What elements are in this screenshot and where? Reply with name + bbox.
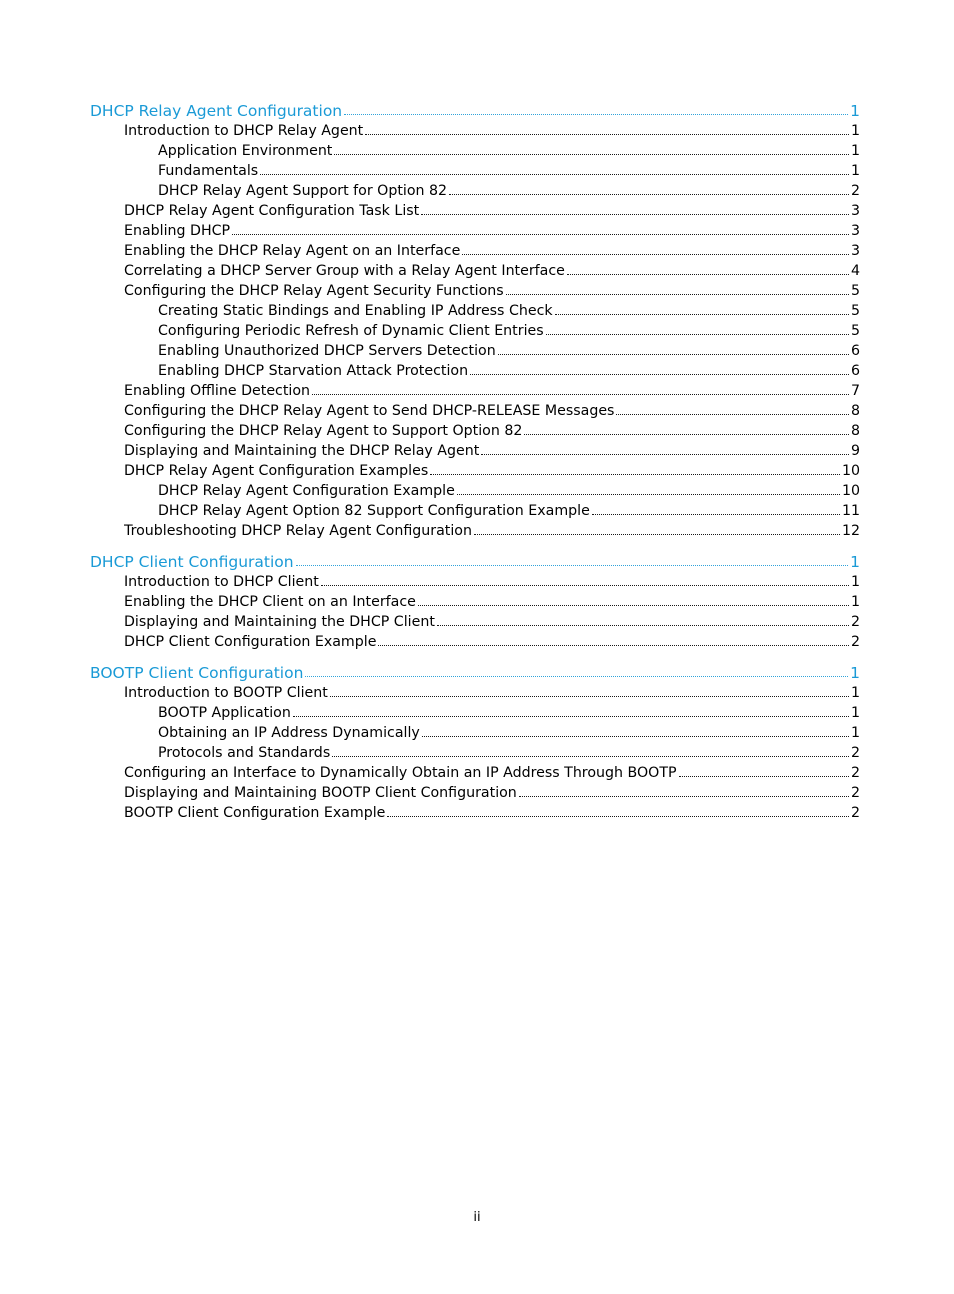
- toc-entry-title: DHCP Relay Agent Configuration Task List: [124, 203, 420, 219]
- dot-leader: [519, 796, 849, 797]
- toc-entry-title: DHCP Client Configuration Example: [124, 634, 377, 650]
- toc-entry-dhcp-client-configuration-example[interactable]: [90, 632, 860, 652]
- dot-leader: [457, 494, 840, 495]
- toc-entry-title: Configuring the DHCP Relay Agent to Support Option 82: [124, 423, 523, 439]
- dot-leader: [498, 354, 849, 355]
- toc-entry-title: Troubleshooting DHCP Relay Agent Configuration: [124, 523, 472, 539]
- toc-entry-page-number: 5: [850, 283, 860, 299]
- toc-entry-title: DHCP Client Configuration: [90, 553, 294, 571]
- toc-entry-page-number: 1: [850, 705, 860, 721]
- dot-leader: [616, 414, 849, 415]
- toc-entry-page-number: 7: [850, 383, 860, 399]
- toc-entry-page-number: 1: [850, 102, 860, 120]
- toc-entry-page-number: 6: [850, 343, 860, 359]
- page-number: ii: [473, 1210, 481, 1225]
- toc-entry-title: Displaying and Maintaining BOOTP Client Configuration: [124, 785, 517, 801]
- toc-entry-configuring-an-interface-to-dynamically-obtain-an-ip-address-through-bootp[interactable]: [90, 763, 860, 783]
- toc-entry-page-number: 5: [850, 323, 860, 339]
- toc-entry-page-number: 4: [850, 263, 860, 279]
- dot-leader: [524, 434, 849, 435]
- toc-entry-title: Displaying and Maintaining the DHCP Relay Agent: [124, 443, 480, 459]
- table-of-contents: [90, 100, 860, 823]
- toc-entry-enabling-offline-detection[interactable]: [90, 381, 860, 401]
- toc-entry-title: Protocols and Standards: [158, 745, 331, 761]
- toc-entry-page-number: 6: [850, 363, 860, 379]
- toc-entry-page-number: 3: [850, 243, 860, 259]
- dot-leader: [481, 454, 849, 455]
- toc-entry-dhcp-relay-agent-option-82-support-configuration-example[interactable]: [90, 501, 860, 521]
- toc-entry-page-number: 8: [850, 423, 860, 439]
- toc-entry-page-number: 1: [850, 685, 860, 701]
- toc-entry-title: DHCP Relay Agent Configuration: [90, 102, 343, 120]
- toc-entry-title: BOOTP Application: [158, 705, 291, 721]
- toc-entry-page-number: 2: [850, 805, 860, 821]
- dot-leader: [232, 234, 849, 235]
- dot-leader: [546, 334, 849, 335]
- toc-entry-page-number: 3: [850, 203, 860, 219]
- toc-entry-title: Introduction to DHCP Relay Agent: [124, 123, 364, 139]
- toc-entry-title: Correlating a DHCP Server Group with a Relay Agent Interface: [124, 263, 565, 279]
- toc-entry-dhcp-relay-agent-support-for-option-82[interactable]: [90, 181, 860, 201]
- toc-entry-dhcp-relay-agent-configuration-task-list[interactable]: [90, 201, 860, 221]
- toc-chapter-dhcp-client-configuration[interactable]: [90, 551, 860, 572]
- dot-leader: [462, 254, 849, 255]
- dot-leader: [387, 816, 849, 817]
- toc-entry-enabling-unauthorized-dhcp-servers-detection[interactable]: [90, 341, 860, 361]
- toc-entry-configuring-the-dhcp-relay-agent-to-send-dhcp-release-messages[interactable]: [90, 401, 860, 421]
- toc-entry-protocols-and-standards[interactable]: [90, 743, 860, 763]
- toc-entry-page-number: 10: [841, 483, 860, 499]
- toc-entry-correlating-a-dhcp-server-group-with-a-relay-agent-interface[interactable]: [90, 261, 860, 281]
- toc-entry-title: Enabling DHCP: [124, 223, 231, 239]
- dot-leader: [449, 194, 849, 195]
- dot-leader: [305, 676, 848, 677]
- dot-leader: [555, 314, 849, 315]
- dot-leader: [365, 134, 849, 135]
- toc-entry-application-environment[interactable]: [90, 141, 860, 161]
- dot-leader: [296, 565, 849, 566]
- toc-entry-title: DHCP Relay Agent Configuration Examples: [124, 463, 429, 479]
- dot-leader: [592, 514, 840, 515]
- toc-entry-page-number: 1: [850, 163, 860, 179]
- dot-leader: [506, 294, 849, 295]
- dot-leader: [418, 605, 849, 606]
- toc-entry-page-number: 5: [850, 303, 860, 319]
- dot-leader: [378, 645, 849, 646]
- toc-entry-page-number: 2: [850, 183, 860, 199]
- toc-entry-page-number: 2: [850, 765, 860, 781]
- toc-entry-title: Application Environment: [158, 143, 333, 159]
- dot-leader: [567, 274, 849, 275]
- toc-entry-page-number: 8: [850, 403, 860, 419]
- toc-entry-page-number: 1: [850, 553, 860, 571]
- toc-entry-dhcp-relay-agent-configuration-examples[interactable]: [90, 461, 860, 481]
- dot-leader: [330, 696, 849, 697]
- toc-entry-page-number: 12: [841, 523, 860, 539]
- toc-entry-title: Configuring the DHCP Relay Agent Security Functions: [124, 283, 504, 299]
- toc-entry-title: Introduction to BOOTP Client: [124, 685, 328, 701]
- toc-entry-title: Enabling Unauthorized DHCP Servers Detection: [158, 343, 496, 359]
- toc-entry-page-number: 1: [850, 664, 860, 682]
- toc-entry-page-number: 1: [850, 143, 860, 159]
- toc-entry-page-number: 2: [850, 614, 860, 630]
- toc-section-dhcp-relay-agent-configuration: [90, 100, 860, 541]
- dot-leader: [421, 214, 849, 215]
- dot-leader: [260, 174, 849, 175]
- toc-entry-title: Enabling Offline Detection: [124, 383, 311, 399]
- toc-entry-title: Enabling DHCP Starvation Attack Protection: [158, 363, 469, 379]
- toc-entry-configuring-the-dhcp-relay-agent-to-support-option-82[interactable]: [90, 421, 860, 441]
- toc-entry-page-number: 1: [850, 123, 860, 139]
- toc-entry-title: DHCP Relay Agent Configuration Example: [158, 483, 455, 499]
- toc-entry-enabling-the-dhcp-relay-agent-on-an-interface[interactable]: [90, 241, 860, 261]
- toc-entry-page-number: 1: [850, 594, 860, 610]
- toc-entry-page-number: 1: [850, 725, 860, 741]
- toc-entry-title: Enabling the DHCP Relay Agent on an Interface: [124, 243, 461, 259]
- toc-entry-enabling-dhcp[interactable]: [90, 221, 860, 241]
- dot-leader: [474, 534, 840, 535]
- toc-entry-page-number: 3: [850, 223, 860, 239]
- dot-leader: [334, 154, 849, 155]
- toc-entry-title: BOOTP Client Configuration: [90, 664, 304, 682]
- toc-entry-title: Configuring an Interface to Dynamically Obtain an IP Address Through BOOTP: [124, 765, 677, 781]
- toc-entry-page-number: 2: [850, 745, 860, 761]
- toc-entry-title: Configuring the DHCP Relay Agent to Send DHCP-RELEASE Messages: [124, 403, 615, 419]
- toc-entry-title: Fundamentals: [158, 163, 259, 179]
- toc-entry-configuring-periodic-refresh-of-dynamic-client-entries[interactable]: [90, 321, 860, 341]
- toc-entry-obtaining-an-ip-address-dynamically[interactable]: [90, 723, 860, 743]
- toc-entry-page-number: 10: [841, 463, 860, 479]
- toc-entry-enabling-the-dhcp-client-on-an-interface[interactable]: [90, 592, 860, 612]
- dot-leader: [312, 394, 849, 395]
- dot-leader: [293, 716, 849, 717]
- toc-entry-creating-static-bindings-and-enabling-ip-address-check[interactable]: [90, 301, 860, 321]
- toc-entry-bootp-application[interactable]: [90, 703, 860, 723]
- toc-entry-title: Obtaining an IP Address Dynamically: [158, 725, 420, 741]
- toc-entry-page-number: 1: [850, 574, 860, 590]
- toc-chapter-bootp-client-configuration[interactable]: [90, 662, 860, 683]
- toc-entry-fundamentals[interactable]: [90, 161, 860, 181]
- dot-leader: [437, 625, 849, 626]
- toc-entry-title: DHCP Relay Agent Option 82 Support Configuration Example: [158, 503, 590, 519]
- toc-entry-displaying-and-maintaining-the-dhcp-client[interactable]: [90, 612, 860, 632]
- toc-entry-page-number: 2: [850, 785, 860, 801]
- toc-entry-title: BOOTP Client Configuration Example: [124, 805, 386, 821]
- toc-entry-enabling-dhcp-starvation-attack-protection[interactable]: [90, 361, 860, 381]
- dot-leader: [679, 776, 849, 777]
- toc-chapter-dhcp-relay-agent-configuration[interactable]: [90, 100, 860, 121]
- toc-entry-title: DHCP Relay Agent Support for Option 82: [158, 183, 448, 199]
- toc-section-bootp-client-configuration: [90, 662, 860, 823]
- toc-entry-bootp-client-configuration-example[interactable]: [90, 803, 860, 823]
- toc-entry-dhcp-relay-agent-configuration-example[interactable]: [90, 481, 860, 501]
- toc-entry-troubleshooting-dhcp-relay-agent-configuration[interactable]: [90, 521, 860, 541]
- toc-entry-configuring-the-dhcp-relay-agent-security-functions[interactable]: [90, 281, 860, 301]
- toc-entry-introduction-to-dhcp-client[interactable]: [90, 572, 860, 592]
- toc-entry-page-number: 9: [850, 443, 860, 459]
- dot-leader: [332, 756, 849, 757]
- toc-entry-title: Introduction to DHCP Client: [124, 574, 319, 590]
- toc-entry-introduction-to-bootp-client[interactable]: [90, 683, 860, 703]
- toc-entry-title: Creating Static Bindings and Enabling IP Address Check: [158, 303, 553, 319]
- dot-leader: [321, 585, 849, 586]
- toc-entry-page-number: 11: [841, 503, 860, 519]
- toc-entry-displaying-and-maintaining-the-dhcp-relay-agent[interactable]: [90, 441, 860, 461]
- dot-leader: [344, 114, 848, 115]
- toc-entry-page-number: 2: [850, 634, 860, 650]
- dot-leader: [430, 474, 840, 475]
- toc-entry-introduction-to-dhcp-relay-agent[interactable]: [90, 121, 860, 141]
- toc-section-dhcp-client-configuration: [90, 551, 860, 652]
- toc-entry-title: Enabling the DHCP Client on an Interface: [124, 594, 416, 610]
- toc-entry-title: Displaying and Maintaining the DHCP Client: [124, 614, 435, 630]
- dot-leader: [422, 736, 849, 737]
- toc-entry-title: Configuring Periodic Refresh of Dynamic Client Entries: [158, 323, 544, 339]
- dot-leader: [470, 374, 849, 375]
- toc-entry-displaying-and-maintaining-bootp-client-configuration[interactable]: [90, 783, 860, 803]
